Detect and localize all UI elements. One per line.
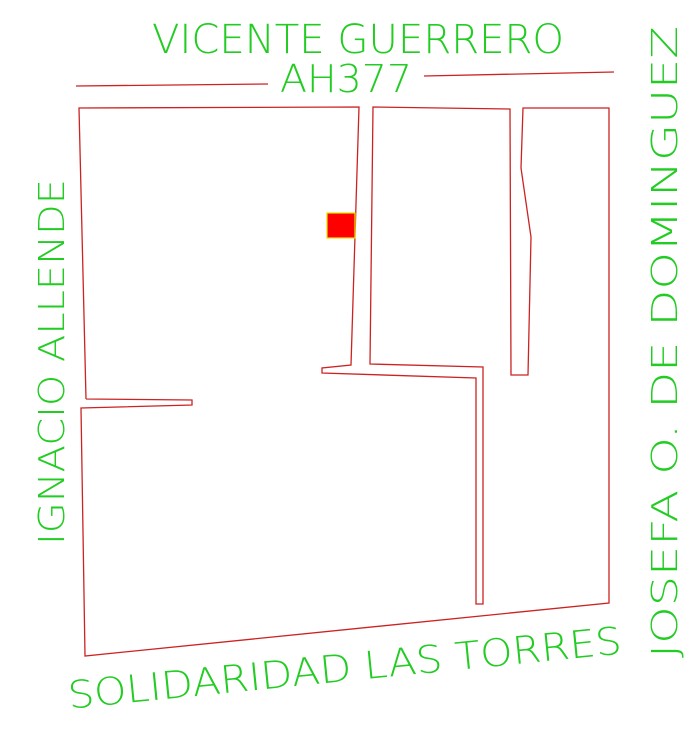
street-label-west: IGNACIO ALLENDE xyxy=(32,215,73,545)
north-street-axis-left xyxy=(76,84,268,86)
west-block-outline xyxy=(79,107,609,656)
street-label-north-code: AH377 xyxy=(280,57,412,101)
block-outlines-clean xyxy=(79,107,609,656)
square-marker-icon[interactable] xyxy=(327,213,355,238)
north-street-axis-right xyxy=(424,72,614,76)
street-label-south: SOLIDARIDAD LAS TORRES xyxy=(65,622,581,718)
street-label-north: VICENTE GUERRERO xyxy=(152,17,564,63)
street-label-east: JOSEFA O. DE DOMINGUEZ xyxy=(645,181,686,658)
